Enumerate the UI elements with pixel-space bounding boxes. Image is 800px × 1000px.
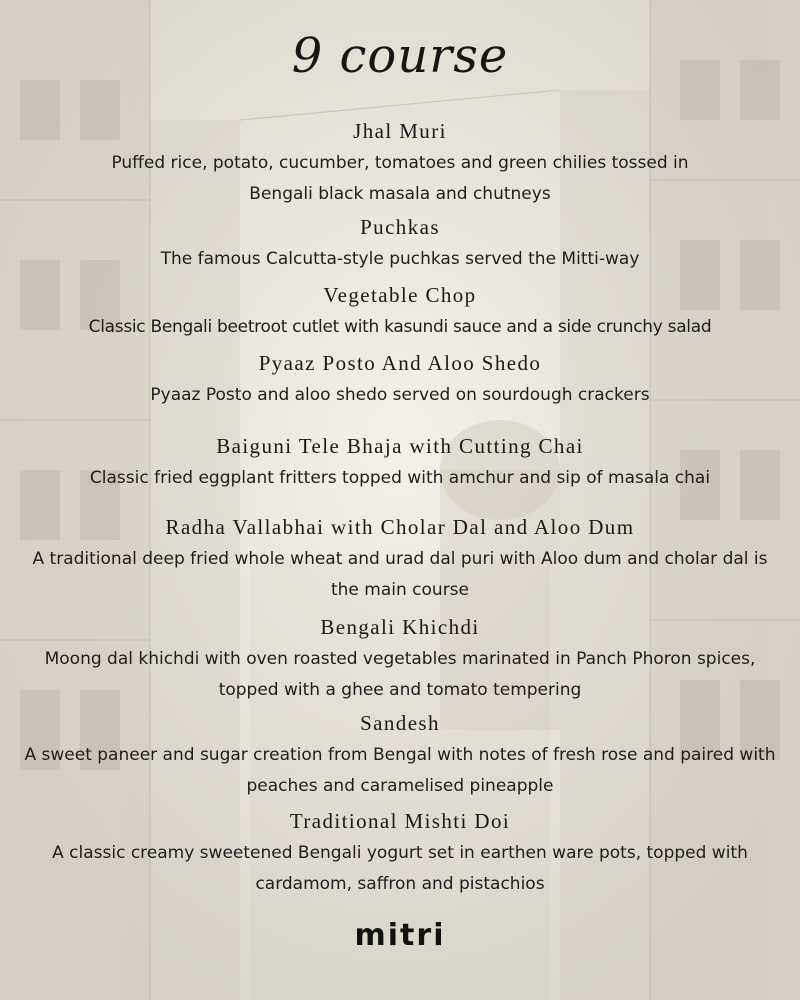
course-item-vegetable-chop [20, 280, 780, 343]
course-name: Bengali Khichdi [320, 615, 480, 639]
course-name: Radha Vallabhai with Cholar Dal and Aloo Dum [165, 515, 635, 539]
course-item-bengali-khichdi [20, 612, 780, 706]
course-name: Puchkas [360, 215, 440, 239]
course-item-sandesh [20, 708, 780, 802]
course-description: Puffed rice, potato, cucumber, tomatoes and green chilies tossed in Bengali black masala and chutneys [111, 153, 689, 204]
course-description: Classic Bengali beetroot cutlet with kasundi sauce and a side crunchy salad [88, 317, 712, 337]
course-description: A sweet paneer and sugar creation from Bengal with notes of fresh rose and paired with peaches and caramelised pineapple [24, 745, 776, 796]
course-item-baiguni [20, 431, 780, 494]
course-description: The famous Calcutta-style puchkas served the Mitti-way [160, 249, 640, 269]
course-description: Pyaaz Posto and aloo shedo served on sourdough crackers [150, 385, 650, 405]
course-description: Moong dal khichdi with oven roasted vegetables marinated in Panch Phoron spices, topped with a ghee and tomato tempering [44, 649, 756, 700]
course-name: Vegetable Chop [323, 283, 477, 307]
course-name: Sandesh [360, 711, 440, 735]
course-item-mishti-doi [20, 806, 780, 900]
course-description: A classic creamy sweetened Bengali yogurt set in earthen ware pots, topped with cardamom, saffron and pistachios [52, 843, 748, 894]
course-name: Traditional Mishti Doi [289, 809, 511, 833]
course-description: Classic fried eggplant fritters topped with amchur and sip of masala chai [89, 468, 711, 488]
course-description: A traditional deep fried whole wheat and urad dal puri with Aloo dum and cholar dal is the main course [32, 549, 768, 600]
course-name: Baiguni Tele Bhaja with Cutting Chai [216, 434, 584, 458]
course-item-puchkas [20, 212, 780, 275]
course-name: Pyaaz Posto And Aloo Shedo [258, 351, 542, 375]
course-item-jhal-muri [20, 116, 780, 210]
brand-logo: mitri [354, 918, 446, 953]
menu-title: 9 course [291, 28, 509, 84]
course-item-pyaaz-posto [20, 348, 780, 411]
course-item-radha-vallabhai [20, 512, 780, 606]
course-name: Jhal Muri [353, 119, 447, 143]
